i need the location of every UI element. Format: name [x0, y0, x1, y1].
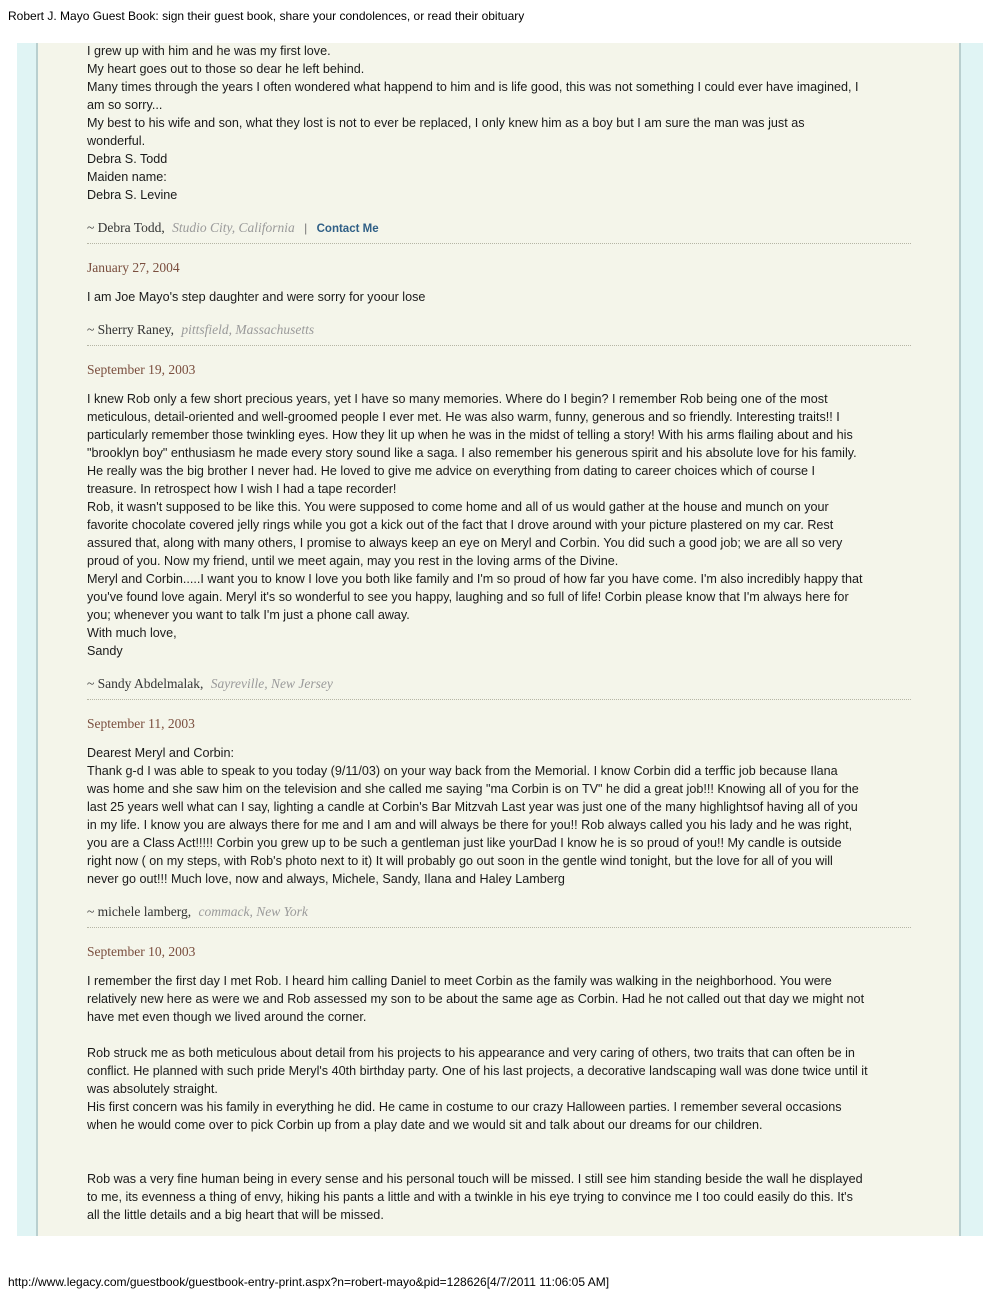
message-line: Meryl and Corbin.....I want you to know I love you both like family and I'm so proud of how far you have come. I'm also incredibly happy that — [87, 572, 863, 586]
entry-signature — [87, 675, 911, 700]
author-name: ~ michele lamberg, — [87, 904, 192, 919]
guestbook-entry — [87, 943, 911, 1224]
entry-signature — [87, 219, 911, 244]
message-line: never go out!!! Much love, now and always, Michele, Sandy, Ilana and Haley Lamberg — [87, 872, 565, 886]
message-line: right now ( on my steps, with Rob's photo next to it) It will probably go out soon in the gentle wind tonight, but the love for all of you will — [87, 854, 833, 868]
message-line: "brooklyn boy" enthusiasm he made every story sound like a saga. I also remember his generous spirit and his absolute love for his family. — [87, 446, 857, 460]
message-line: Sandy — [87, 644, 123, 658]
guestbook-entry — [87, 42, 911, 244]
print-header-title: Robert J. Mayo Guest Book: sign their guest book, share your condolences, or read their obituary — [8, 9, 525, 23]
message-line: I knew Rob only a few short precious years, yet I have so many memories. Where do I begin? I remember Rob being one of the most — [87, 392, 828, 406]
message-line: I remember the first day I met Rob. I heard him calling Daniel to meet Corbin as the family was walking in the neighborhood. You were — [87, 974, 832, 988]
message-line: was absolutely straight. — [87, 1082, 218, 1096]
message-line: Dearest Meryl and Corbin: — [87, 746, 234, 760]
message-line: proud of you. Now my friend, until we meet again, may you rest in the loving arms of the Divine. — [87, 554, 619, 568]
contact-me-link[interactable]: Contact Me — [316, 223, 379, 235]
entry-date: September 11, 2003 — [87, 716, 195, 731]
message-line: was home and she saw him on the television and she called me saying "ma Corbin is on TV" he did a great job!!! Knowing all of you for the — [87, 782, 859, 796]
message-line: in my life. I know you are always there for me and I am and will always be there for you!! Rob always called you his lady and he was right, — [87, 818, 853, 832]
message-line: have met even though we lived around the corner. — [87, 1010, 367, 1024]
message-line: Rob struck me as both meticulous about detail from his projects to his appearance and very caring of others, two traits that can often be in — [87, 1046, 855, 1060]
message-line: He really was the big brother I never had. He loved to give me advice on everything from dating to career choices which of course I — [87, 464, 816, 478]
message-line: My heart goes out to those so dear he left behind. — [87, 62, 365, 76]
message-line: relatively new here as were we and Rob assessed my son to be about the same age as Corbin. Had he not called out that day we might not — [87, 992, 865, 1006]
message-line: Many times through the years I often wondered what happend to him and is life good, this was not something I could ever have imagined, I — [87, 80, 859, 94]
message-line: My best to his wife and son, what they lost is not to ever be replaced, I only knew him as a boy but I am sure the man was just as — [87, 116, 805, 130]
author-name: ~ Sandy Abdelmalak, — [87, 676, 204, 691]
message-line: With much love, — [87, 626, 177, 640]
message-blank-line — [87, 1026, 911, 1044]
guestbook-entry — [87, 715, 911, 928]
guestbook-entries-list — [87, 42, 911, 1224]
message-line: Debra S. Levine — [87, 188, 178, 202]
message-blank-line — [87, 1152, 911, 1170]
author-location: pittsfield, Massachusetts — [181, 322, 315, 337]
message-line: when he would come over to pick Corbin up from a play date and we would sit and talk about our dreams for our children. — [87, 1118, 763, 1132]
message-line: Rob was a very fine human being in every sense and his personal touch will be missed. I still see him standing beside the wall he displayed — [87, 1172, 863, 1186]
message-line: assured that, along with many others, I promise to always keep an eye on Meryl and Corbin. You did such a good job; we are all so very — [87, 536, 843, 550]
message-line: particularly remember those twinkling eyes. How they lit up when he was in the midst of telling a story! With his arms flailing about and his — [87, 428, 853, 442]
entry-message — [87, 972, 911, 1224]
author-location: Sayreville, New Jersey — [210, 676, 333, 691]
author-location: commack, New York — [198, 904, 308, 919]
message-line: Maiden name: — [87, 170, 167, 184]
message-line: treasure. In retrospect how I wish I had a tape recorder! — [87, 482, 397, 496]
entry-signature — [87, 321, 911, 346]
entry-date: September 19, 2003 — [87, 362, 196, 377]
entry-date: September 10, 2003 — [87, 944, 196, 959]
print-footer-url: http://www.legacy.com/guestbook/guestbook-entry-print.aspx?n=robert-mayo&pid=128626[4/7/2011 11:06:05 AM] — [8, 1275, 610, 1289]
author-name: ~ Sherry Raney, — [87, 322, 175, 337]
message-line: Rob, it wasn't supposed to be like this. You were supposed to come home and all of us would gather at the house and munch on your — [87, 500, 829, 514]
message-line: favorite chocolate covered jelly rings while you got a kick out of the fact that I drove around with your picture plastered on my car. Rest — [87, 518, 834, 532]
message-line: to me, its evenness a thing of envy, hiking his pants a little and with a twinkle in his eye trying to convince me I too could easily do this. It's — [87, 1190, 853, 1204]
entry-message — [87, 744, 911, 888]
message-line: all the little details and a big heart that will be missed. — [87, 1208, 384, 1222]
message-line: I grew up with him and he was my first love. — [87, 44, 331, 58]
author-location: Studio City, California — [172, 220, 295, 235]
entry-message — [87, 288, 911, 306]
message-line: you; whenever you want to talk I'm just a phone call away. — [87, 608, 410, 622]
message-line: you've found love again. Meryl it's so wonderful to see you happy, laughing and so full of life! Corbin please know that I'm always here for — [87, 590, 849, 604]
message-line: you are a Class Act!!!!! Corbin you grew up to be such a gentleman just like yourDad I know he is so proud of you!! My candle is outside — [87, 836, 842, 850]
entry-signature — [87, 903, 911, 928]
message-line: conflict. He planned with such pride Meryl's 40th birthday party. One of his last projects, a decorative landscaping wall was done twice until it — [87, 1064, 868, 1078]
message-line: last 25 years well what can I say, lighting a candle at Corbin's Bar Mitzvah Last year was just one of the many highlightsof having all of you — [87, 800, 858, 814]
message-line: wonderful. — [87, 134, 146, 148]
guestbook-entry — [87, 259, 911, 346]
message-line: meticulous, detail-oriented and well-groomed people I ever met. He was also warm, funny, generous and so friendly. Interesting traits!! I — [87, 410, 840, 424]
message-line: Thank g-d I was able to speak to you today (9/11/03) on your way back from the Memorial. I know Corbin did a terffic job because Ilana — [87, 764, 838, 778]
message-line: Debra S. Todd — [87, 152, 168, 166]
entry-date: January 27, 2004 — [87, 260, 180, 275]
entry-message — [87, 390, 911, 660]
guestbook-entry — [87, 361, 911, 700]
signature-separator: | — [304, 221, 308, 235]
message-line: I am Joe Mayo's step daughter and were sorry for yoour lose — [87, 290, 426, 304]
entry-message — [87, 42, 911, 204]
message-blank-line — [87, 1134, 911, 1152]
message-line: His first concern was his family in everything he did. He came in costume to our crazy Halloween parties. I remember several occasions — [87, 1100, 842, 1114]
author-name: ~ Debra Todd, — [87, 220, 165, 235]
message-line: am so sorry... — [87, 98, 163, 112]
